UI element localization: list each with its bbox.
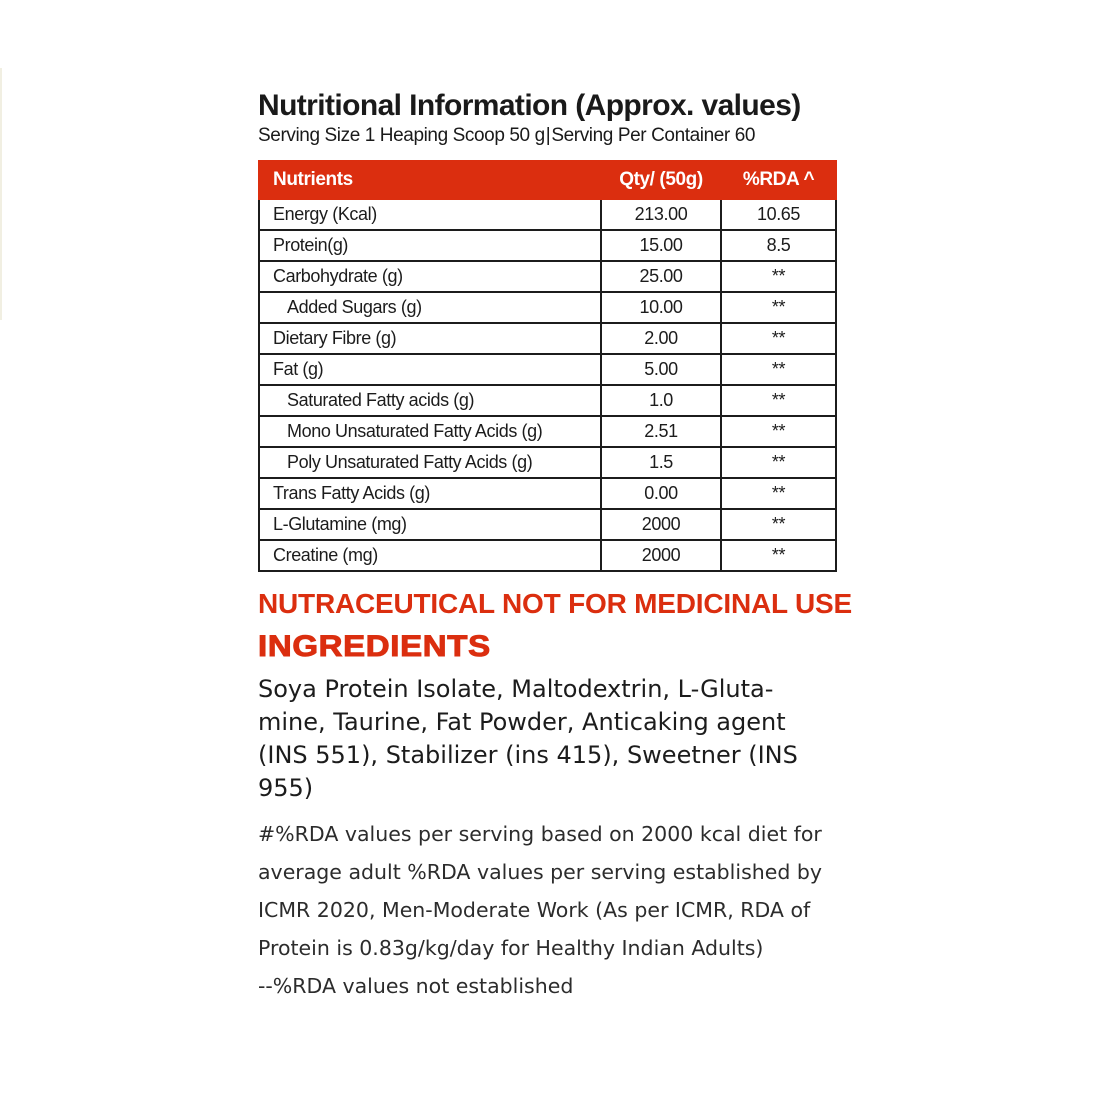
nutrient-qty: 213.00 [601, 199, 721, 230]
nutrient-rda: 8.5 [721, 230, 836, 261]
footnote-line: Protein is 0.83g/kg/day for Healthy Indian Adults) [258, 936, 764, 960]
nutrient-rda: ** [721, 354, 836, 385]
nutrition-table [258, 160, 837, 572]
nutrient-qty: 2000 [601, 540, 721, 571]
footnote-line: --%RDA values not established [258, 974, 574, 998]
nutrient-qty: 15.00 [601, 230, 721, 261]
table-row [259, 509, 836, 540]
nutrient-qty: 1.5 [601, 447, 721, 478]
table-row [259, 261, 836, 292]
nutrient-rda: ** [721, 323, 836, 354]
nutraceutical-notice: NUTRACEUTICAL NOT FOR MEDICINAL USE [258, 588, 852, 619]
panel-title: Nutritional Information (Approx. values) [258, 89, 801, 122]
nutrient-name: Carbohydrate (g) [259, 261, 601, 292]
nutrient-rda: ** [721, 447, 836, 478]
nutrient-name: Fat (g) [259, 354, 601, 385]
footnote-line: ICMR 2020, Men-Moderate Work (As per ICMR, RDA of [258, 898, 811, 922]
table-row [259, 354, 836, 385]
table-row [259, 385, 836, 416]
nutrient-name: Saturated Fatty acids (g) [259, 385, 601, 416]
nutrient-qty: 2.00 [601, 323, 721, 354]
nutrient-name: Poly Unsaturated Fatty Acids (g) [259, 447, 601, 478]
nutrient-rda: ** [721, 292, 836, 323]
table-row [259, 540, 836, 571]
nutrient-name: Mono Unsaturated Fatty Acids (g) [259, 416, 601, 447]
nutrient-rda: ** [721, 385, 836, 416]
left-edge-mark [0, 68, 2, 320]
nutrient-qty: 2000 [601, 509, 721, 540]
footnote-line: average adult %RDA values per serving established by [258, 860, 823, 884]
nutrient-name: Added Sugars (g) [259, 292, 601, 323]
header-nutrients: Nutrients [259, 161, 601, 199]
ingredients-line: mine, Taurine, Fat Powder, Anticaking agent [258, 708, 786, 736]
nutrition-panel [258, 88, 858, 1005]
nutrient-qty: 2.51 [601, 416, 721, 447]
ingredients-line: 955) [258, 774, 314, 802]
nutrient-name: L-Glutamine (mg) [259, 509, 601, 540]
nutrient-rda: ** [721, 261, 836, 292]
serving-size: Serving Size 1 Heaping Scoop 50 g [258, 125, 545, 146]
nutrient-qty: 10.00 [601, 292, 721, 323]
nutrient-name: Dietary Fibre (g) [259, 323, 601, 354]
table-row [259, 199, 836, 230]
ingredients-list [258, 673, 858, 805]
table-row [259, 447, 836, 478]
serving-info [258, 124, 858, 148]
rda-footnote [258, 815, 858, 1005]
ingredients-line: (INS 551), Stabilizer (ins 415), Sweetner (INS [258, 741, 798, 769]
nutrient-rda: ** [721, 478, 836, 509]
footnote-line: #%RDA values per serving based on 2000 kcal diet for [258, 822, 822, 846]
nutrient-qty: 25.00 [601, 261, 721, 292]
header-rda: %RDA ^ [721, 161, 836, 199]
nutrient-rda: 10.65 [721, 199, 836, 230]
nutrient-rda: ** [721, 540, 836, 571]
ingredients-line: Soya Protein Isolate, Maltodextrin, L-Gluta- [258, 675, 774, 703]
nutrient-name: Trans Fatty Acids (g) [259, 478, 601, 509]
nutrient-qty: 5.00 [601, 354, 721, 385]
table-header-row [259, 161, 836, 199]
table-row [259, 416, 836, 447]
nutrient-qty: 1.0 [601, 385, 721, 416]
nutrient-name: Creatine (mg) [259, 540, 601, 571]
nutrient-rda: ** [721, 509, 836, 540]
table-row [259, 478, 836, 509]
nutrition-table-body [259, 199, 836, 571]
nutrient-qty: 0.00 [601, 478, 721, 509]
ingredients-heading: INGREDIENTS [258, 630, 491, 663]
table-row [259, 323, 836, 354]
nutrient-rda: ** [721, 416, 836, 447]
servings-per-container: Serving Per Container 60 [551, 125, 756, 146]
table-row [259, 230, 836, 261]
nutrient-name: Protein(g) [259, 230, 601, 261]
serving-separator: | [545, 125, 551, 146]
header-quantity: Qty/ (50g) [601, 161, 721, 199]
nutrient-name: Energy (Kcal) [259, 199, 601, 230]
table-row [259, 292, 836, 323]
